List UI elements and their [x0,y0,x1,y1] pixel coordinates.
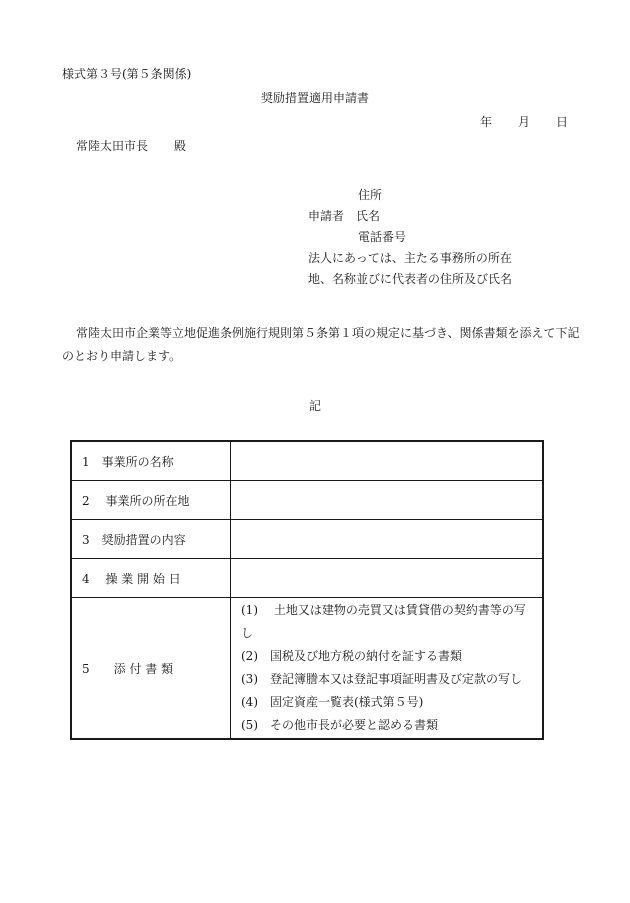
operation-start-date-field[interactable] [231,559,544,598]
table-row [71,441,543,481]
row-label: 2 事業所の所在地 [71,481,231,520]
list-item: (3) 登記簿謄本又は登記事項証明書及び定款の写し [241,672,523,686]
date-month: 月 [518,115,531,129]
date-year: 年 [480,115,493,129]
phone-label: 電話番号 [358,230,407,244]
attachments-list [241,599,542,737]
row-label: 3 奨励措置の内容 [71,520,231,559]
row-label: 4 操 業 開 始 日 [71,559,231,598]
ki-heading: 記 [308,399,321,413]
list-item: (2) 国税及び地方税の納付を証する書類 [241,649,462,663]
name-label: 氏名 [356,209,381,223]
table-row [71,481,543,520]
addressee [76,138,186,154]
corporate-note-line2: 地、名称並びに代表者の住所及び氏名 [308,272,513,286]
date-line [480,114,568,130]
table-row [71,520,543,559]
form-number: 様式第３号(第５条関係) [62,67,192,81]
address-label: 住所 [358,188,383,202]
application-items-table [70,440,544,740]
document-title: 奨励措置適用申請書 [260,91,369,105]
business-name-field[interactable] [231,441,544,481]
applicant-name-row [308,206,512,227]
incentive-content-field[interactable] [231,520,544,559]
list-item: (5) その他市長が必要と認める書類 [241,718,438,732]
corporate-note-line1: 法人にあっては、主たる事務所の所在 [308,251,512,265]
applicant-role-label: 申請者 [308,209,345,223]
list-item: (4) 固定資産一覧表(様式第５号) [241,695,424,709]
table-row [71,559,543,598]
business-location-field[interactable] [231,481,544,520]
addressee-honorific: 殿 [174,139,187,153]
body-text: 常陸太田市企業等立地促進条例施行規則第５条第１項の規定に基づき、関係書類を添えて下記のとおり申請します。 [62,326,580,363]
applicant-block [308,185,512,290]
table-row [71,598,543,740]
row-label: 1 事業所の名称 [71,441,231,481]
attachments-cell [231,598,544,740]
addressee-name: 常陸太田市長 [76,139,149,153]
list-item: (1) 土地又は建物の売買又は賃貸借の契約書等の写し [241,603,526,640]
date-day: 日 [556,115,569,129]
row-label: 5 添 付 書 類 [71,598,231,740]
